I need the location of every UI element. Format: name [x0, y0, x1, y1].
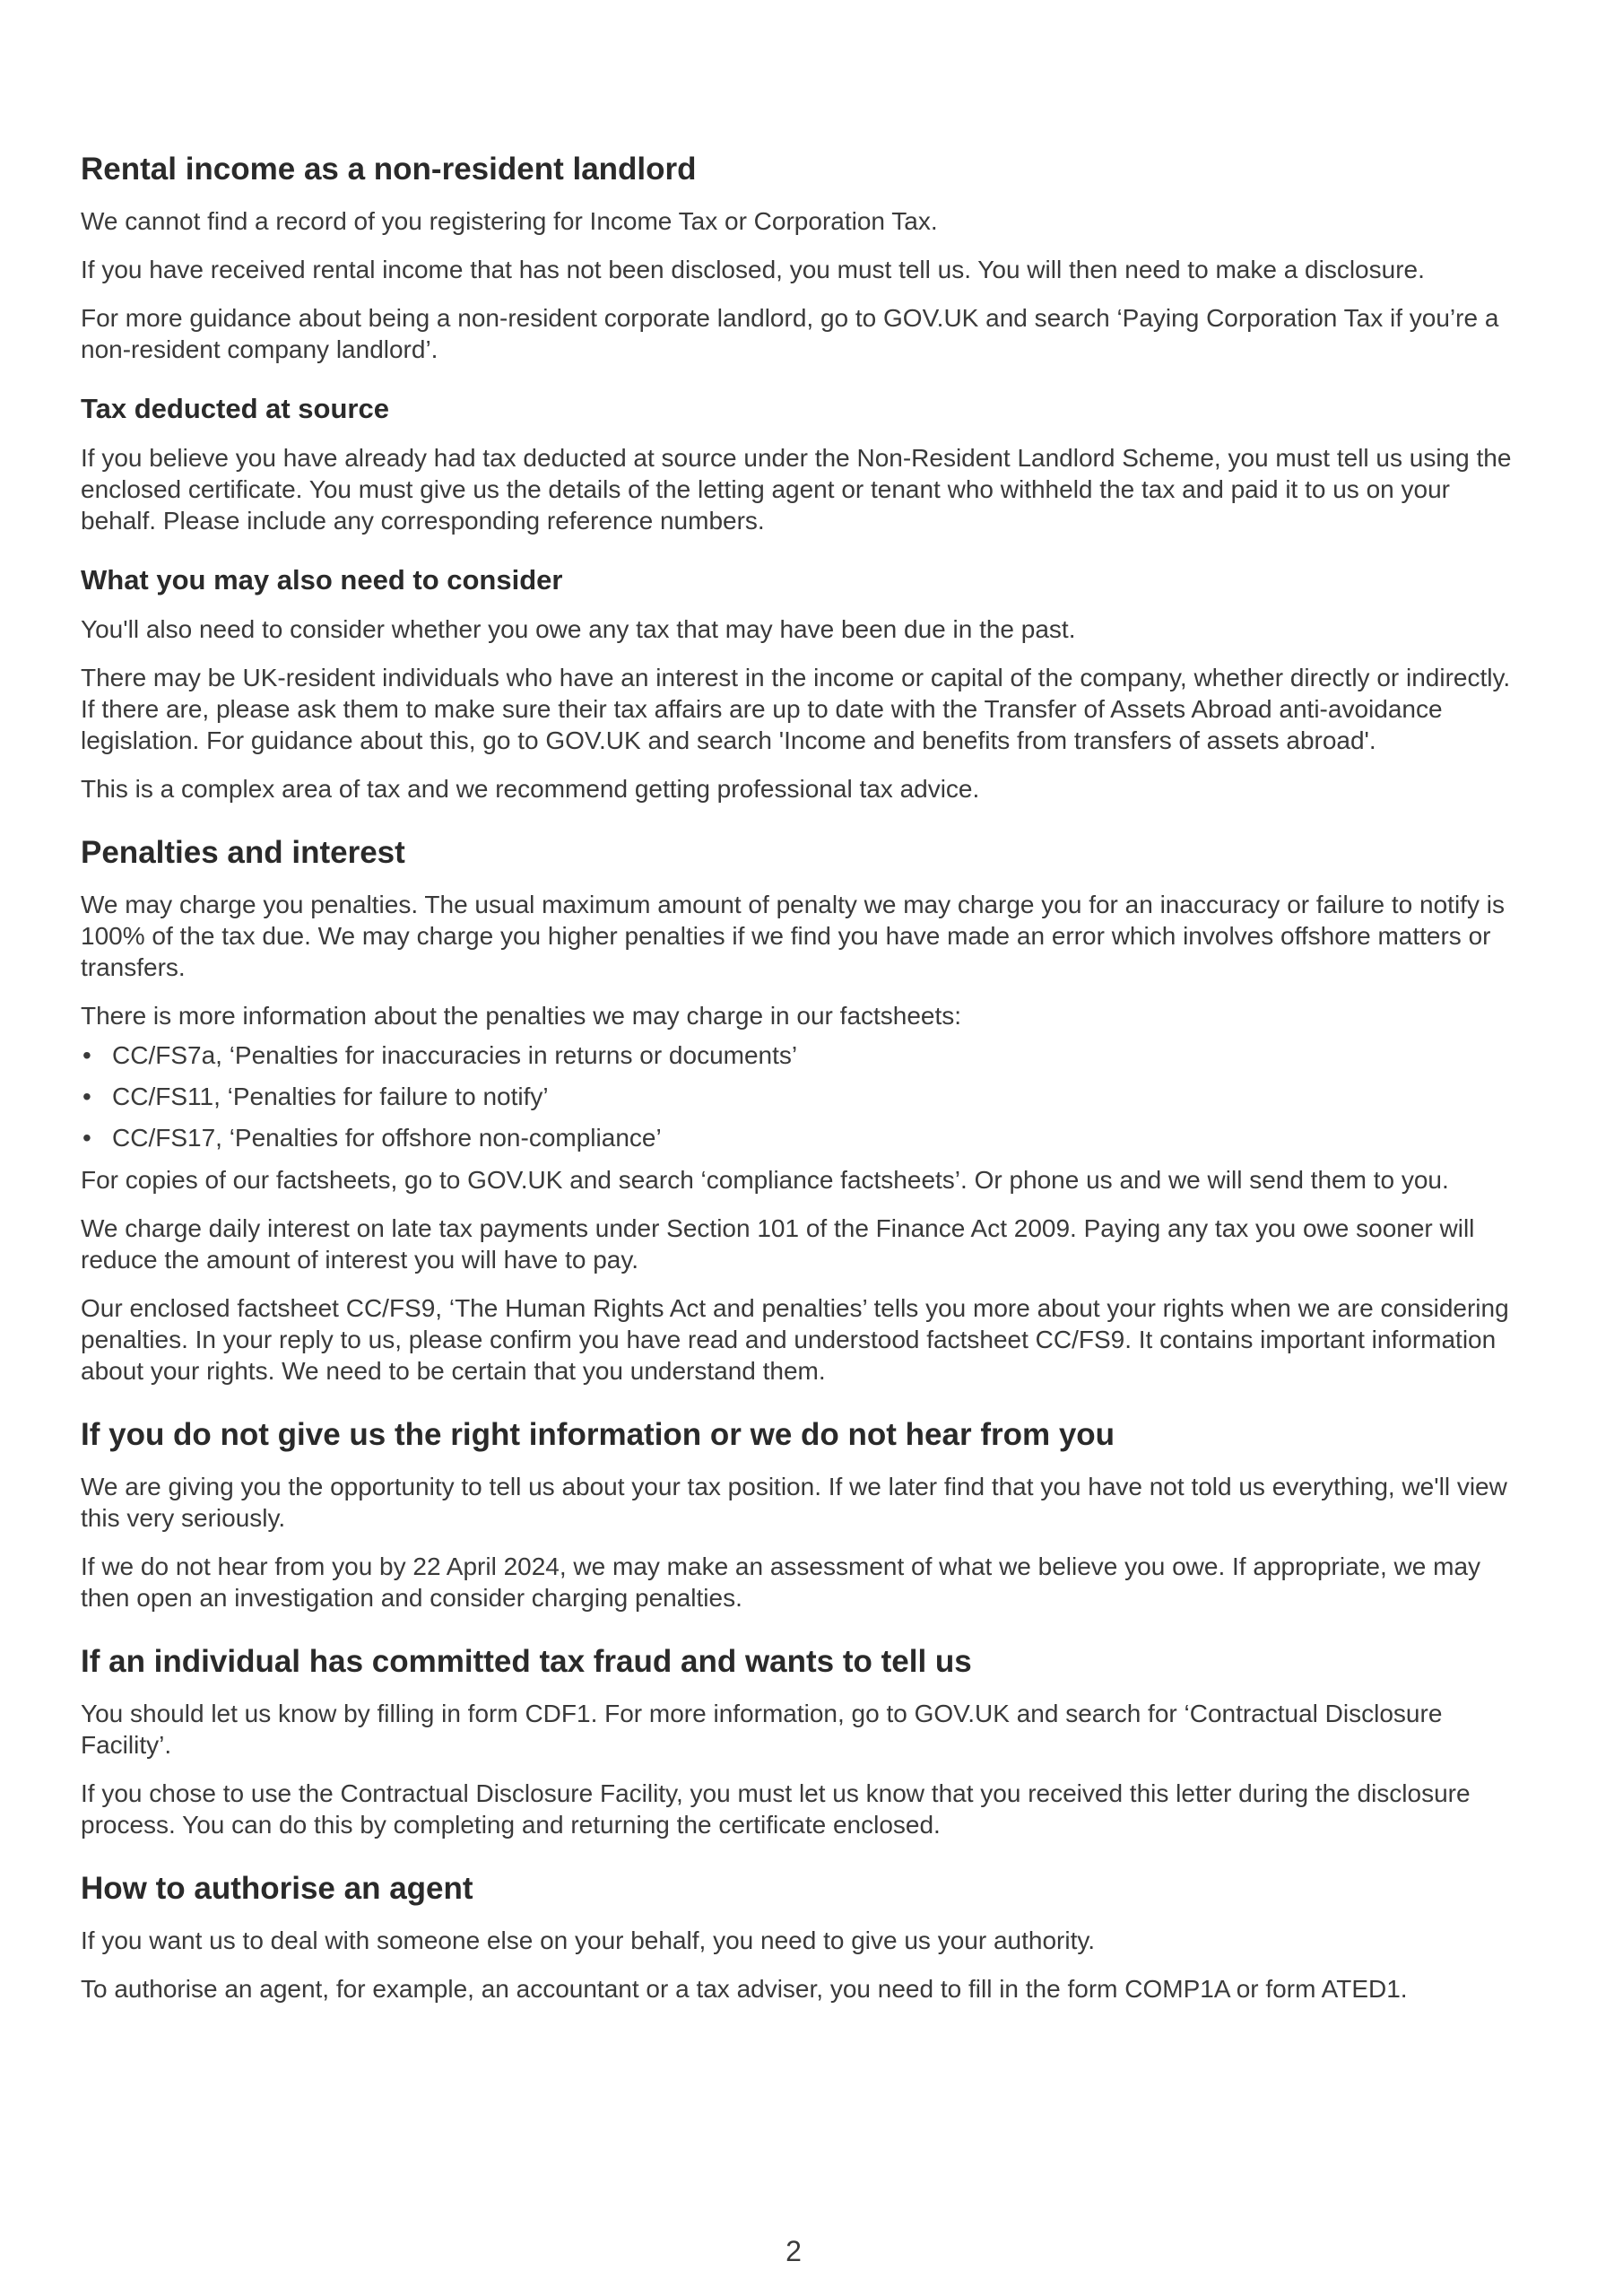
paragraph: We charge daily interest on late tax payments under Section 101 of the Finance Act 2009. Paying any tax you owe sooner will reduce the amount of interest you will have to pay.: [81, 1214, 1475, 1274]
letter-page: [81, 151, 1515, 2005]
paragraph: There is more information about the penalties we may charge in our factsheets:: [81, 1002, 962, 1031]
paragraph: There may be UK-resident individuals who have an interest in the income or capital of the company, whether directly or indirectly. If there are, please ask them to make sure their tax affairs are up to date with the Transfer of Assets Abroad anti-avoidance legislation. For guidance about this, go to GOV.UK and search 'Income and benefits from transfers of assets abroad'.: [81, 664, 1511, 755]
bullet-icon: •: [82, 1041, 91, 1070]
paragraph: You'll also need to consider whether you owe any tax that may have been due in the past.: [81, 615, 1076, 644]
paragraph: For more guidance about being a non-resident corporate landlord, go to GOV.UK and search ‘Paying Corporation Tax if you’re a non-resident company landlord’.: [81, 304, 1499, 363]
list-item: [81, 1039, 1515, 1071]
list-item-text: CC/FS17, ‘Penalties for offshore non-compliance’: [112, 1124, 662, 1152]
paragraph: We are giving you the opportunity to tell us about your tax position. If we later find that you have not told us everything, we'll view this very seriously.: [81, 1473, 1507, 1533]
paragraph: If you have received rental income that has not been disclosed, you must tell us. You will then need to make a disclosure.: [81, 256, 1425, 283]
paragraph: To authorise an agent, for example, an accountant or a tax adviser, you need to fill in the form COMP1A or form ATED1.: [81, 1975, 1408, 2004]
heading-tax-fraud: If an individual has committed tax fraud and wants to tell us: [81, 1644, 972, 1680]
bullet-icon: •: [82, 1083, 91, 1111]
heading-rental-income: Rental income as a non-resident landlord: [81, 152, 697, 187]
list-item-text: CC/FS7a, ‘Penalties for inaccuracies in returns or documents’: [112, 1041, 798, 1070]
heading-authorise-agent: How to authorise an agent: [81, 1871, 473, 1907]
paragraph: We may charge you penalties. The usual maximum amount of penalty we may charge you for an inaccuracy or failure to notify is 100% of the tax due. We may charge you higher penalties if we find you have made an error which involves offshore matters or transfers.: [81, 891, 1505, 982]
heading-tax-deducted: Tax deducted at source: [81, 393, 389, 424]
paragraph: If you chose to use the Contractual Disclosure Facility, you must let us know that you received this letter during the disclosure process. You can do this by completing and returning the certificate enclosed.: [81, 1779, 1471, 1839]
paragraph: If you want us to deal with someone else on your behalf, you need to give us your authority.: [81, 1926, 1096, 1955]
heading-penalties: Penalties and interest: [81, 835, 405, 871]
heading-no-information: If you do not give us the right information or we do not hear from you: [81, 1417, 1115, 1453]
paragraph: We cannot find a record of you registering for Income Tax or Corporation Tax.: [81, 207, 938, 235]
page-number: 2: [785, 2235, 802, 2267]
paragraph: If we do not hear from you by 22 April 2024, we may make an assessment of what we believe you owe. If appropriate, we may then open an investigation and consider charging penalties.: [81, 1552, 1481, 1613]
bullet-icon: •: [82, 1124, 91, 1152]
list-item: [81, 1122, 1515, 1153]
paragraph: For copies of our factsheets, go to GOV.UK and search ‘compliance factsheets’. Or phone us and we will send them to you.: [81, 1166, 1449, 1195]
list-item: [81, 1081, 1515, 1112]
paragraph: If you believe you have already had tax deducted at source under the Non-Resident Landlord Scheme, you must tell us using the enclosed certificate. You must give us the details of the letting agent or tenant who withheld the tax and paid it to us on your behalf. Please include any corresponding reference numbers.: [81, 444, 1512, 535]
paragraph: You should let us know by filling in form CDF1. For more information, go to GOV.UK and search for ‘Contractual Disclosure Facility’.: [81, 1700, 1443, 1760]
list-item-text: CC/FS11, ‘Penalties for failure to notify’: [112, 1083, 549, 1111]
paragraph: This is a complex area of tax and we recommend getting professional tax advice.: [81, 775, 980, 804]
factsheet-list: [81, 1039, 1515, 1153]
heading-consider: What you may also need to consider: [81, 564, 563, 596]
paragraph: Our enclosed factsheet CC/FS9, ‘The Human Rights Act and penalties’ tells you more about your rights when we are considering penalties. In your reply to us, please confirm you have read and understood factsheet CC/FS9. It contains important information about your rights. We need to be certain that you understand them.: [81, 1294, 1509, 1386]
